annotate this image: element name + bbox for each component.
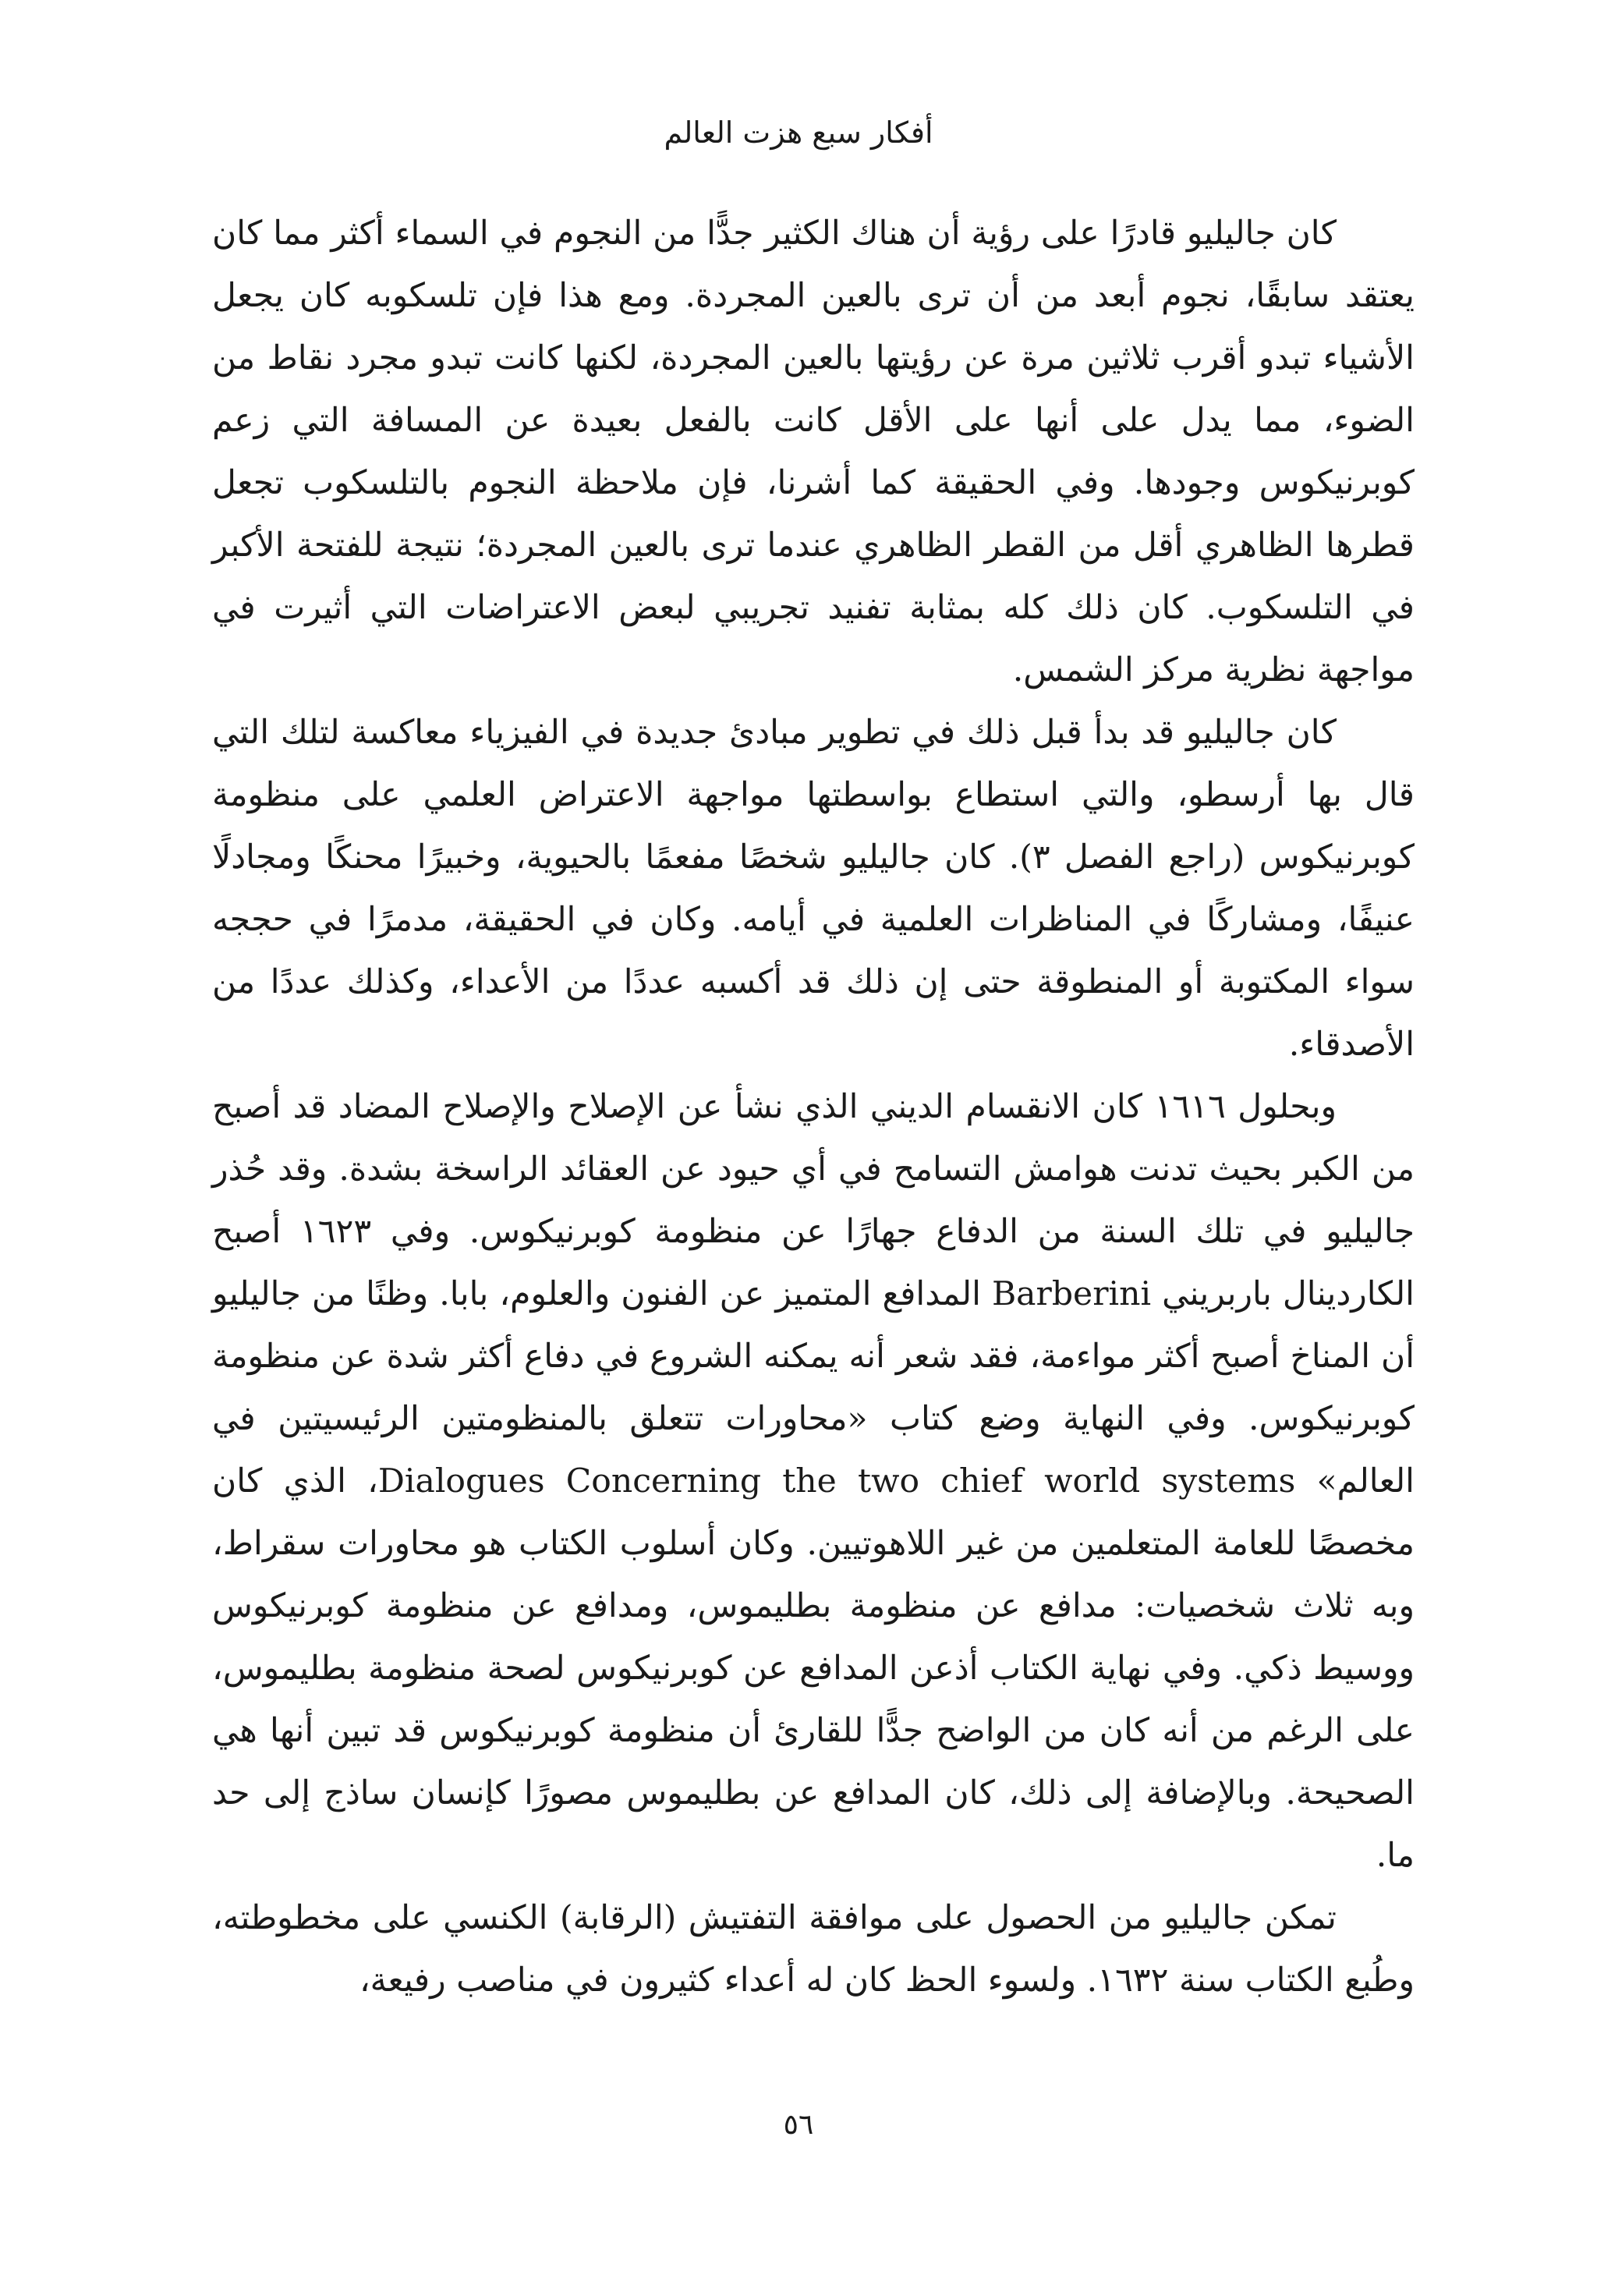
page-number: ٥٦ — [783, 2109, 814, 2141]
body-text — [212, 203, 1415, 2012]
paragraph: كان جاليليو قادرًا على رؤية أن هناك الكثير جدًّا من النجوم في السماء أكثر مما كان يعتقد سابقًا، نجوم أبعد من أن ترى بالعين المجردة. ومع هذا فإن تلسكوبه كان يجعل الأشياء تبدو أقرب ثلاثين مرة عن رؤيتها بالعين المجردة، لكنها كانت تبدو مجرد نقاط من الضوء، مما يدل على أنها على الأقل كانت بالفعل بعيدة عن المسافة التي زعم كوبرنيكوس وجودها. وفي الحقيقة كما أشرنا، فإن ملاحظة النجوم بالتلسكوب تجعل قطرها الظاهري أقل من القطر الظاهري عندما ترى بالعين المجردة؛ نتيجة للفتحة الأكبر في التلسكوب. كان ذلك كله بمثابة تفنيد تجريبي لبعض الاعتراضات التي أثيرت في مواجهة نظرية مركز الشمس. — [212, 214, 1415, 689]
paragraph: وبحلول ١٦١٦ كان الانقسام الديني الذي نشأ عن الإصلاح والإصلاح المضاد قد أصبح من الكبر بحيث تدنت هوامش التسامح في أي حيود عن العقائد الراسخة بشدة. وقد حُذر جاليليو في تلك السنة من الدفاع جهارًا عن منظومة كوبرنيكوس. وفي ١٦٢٣ أصبح الكاردينال باربريني Barberini المدافع المتميز عن الفنون والعلوم، بابا. وظنًا من جاليليو أن المناخ أصبح أكثر مواءمة، فقد شعر أنه يمكنه الشروع في دفاع أكثر شدة عن منظومة كوبرنيكوس. وفي النهاية وضع كتاب «محاورات تتعلق بالمنظومتين الرئيسيتين في العالم» Dialogues Concerning the two chief world systems، الذي كان مخصصًا للعامة المتعلمين من غير اللاهوتيين. وكان أسلوب الكتاب هو محاورات سقراط، وبه ثلاث شخصيات: مدافع عن منظومة بطليموس، ومدافع عن منظومة كوبرنيكوس ووسيط ذكي. وفي نهاية الكتاب أذعن المدافع عن كوبرنيكوس لصحة منظومة بطليموس، على الرغم من أنه كان من الواضح جدًّا للقارئ أن منظومة كوبرنيكوس قد تبين أنها هي الصحيحة. وبالإضافة إلى ذلك، كان المدافع عن بطليموس مصورًا كإنسان ساذج إلى حد ما. — [212, 1088, 1415, 1875]
running-title: أفكار سبع هزت العالم — [664, 115, 933, 150]
paragraph: كان جاليليو قد بدأ قبل ذلك في تطوير مبادئ جديدة في الفيزياء معاكسة لتلك التي قال بها أرسطو، والتي استطاع بواسطتها مواجهة الاعتراض العلمي على منظومة كوبرنيكوس (راجع الفصل ٣). كان جاليليو شخصًا مفعمًا بالحيوية، وخبيرًا محنكًا ومجادلًا عنيفًا، ومشاركًا في المناظرات العلمية في أيامه. وكان في الحقيقة، مدمرًا في حججه سواء المكتوبة أو المنطوقة حتى إن ذلك قد أكسبه عددًا من الأعداء، وكذلك عددًا من الأصدقاء. — [212, 714, 1415, 1064]
paragraph: تمكن جاليليو من الحصول على موافقة التفتيش (الرقابة) الكنسي على مخطوطته، وطُبع الكتاب سنة ١٦٣٢. ولسوء الحظ كان له أعداء كثيرون في مناصب رفيعة، — [212, 1899, 1415, 2000]
